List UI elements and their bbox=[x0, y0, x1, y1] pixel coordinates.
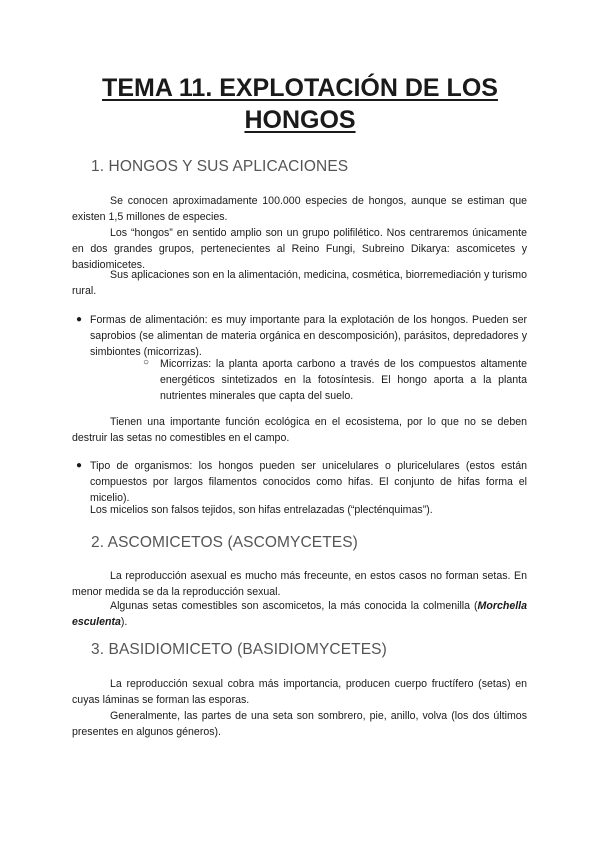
section-1-paragraph-1: Se conocen aproximadamente 100.000 especies de hongos, aunque se estiman que existen 1,5 millones de especies. bbox=[72, 195, 527, 223]
bullet-marker: ● bbox=[76, 314, 83, 325]
species-name: Morchella esculenta bbox=[72, 600, 527, 628]
section-2-paragraph-1: La reproducción asexual es mucho más freceunte, en estos casos no forman setas. En menor medida se da la reproducción sexual. bbox=[72, 570, 527, 598]
page-title: TEMA 11. EXPLOTACIÓN DE LOS HONGOS bbox=[102, 74, 498, 134]
sub-bullet-marker: ○ bbox=[143, 357, 150, 368]
list-item-text: Tipo de organismos: los hongos pueden ser unicelulares o pluricelulares (estos están compuestos por largos filamentos conocidos como hifas. El conjunto de hifas forma el micelio). bbox=[90, 460, 527, 504]
section-2-heading: 2. ASCOMICETOS (ASCOMYCETES) bbox=[91, 534, 358, 551]
list-item-continuation: Los micelios son falsos tejidos, son hifas entrelazadas (“plecténquimas”). bbox=[90, 504, 433, 516]
bullet-marker: ● bbox=[76, 460, 83, 471]
section-3-paragraph-2: Generalmente, las partes de una seta son sombrero, pie, anillo, volva (los dos últimos presentes en algunos géneros). bbox=[72, 710, 527, 738]
section-1-paragraph-3: Sus aplicaciones son en la alimentación, medicina, cosmética, biorremediación y turismo rural. bbox=[72, 269, 527, 297]
paragraph-text-end: ). bbox=[120, 616, 128, 628]
list-item-text: Formas de alimentación: es muy importante para la explotación de los hongos. Pueden ser saprobios (se alimentan de materia orgánica en descomposición), parásitos, depredadores y simbiontes (micorrizas). bbox=[90, 314, 527, 358]
list-item-organism-types bbox=[76, 458, 527, 506]
sub-list-item-mycorrhizae bbox=[143, 356, 527, 404]
list-item-feeding-forms bbox=[76, 312, 527, 360]
paragraph-text: Algunas setas comestibles son ascomicetos, la más conocida la colmenilla ( bbox=[110, 600, 478, 612]
section-3-paragraph-1: La reproducción sexual cobra más importancia, producen cuerpo fructífero (setas) en cuyas láminas se forman las esporas. bbox=[72, 678, 527, 706]
section-1-paragraph-4: Tienen una importante función ecológica en el ecosistema, por lo que no se deben destruir las setas no comestibles en el campo. bbox=[72, 416, 527, 444]
section-2-paragraph-2 bbox=[72, 598, 527, 630]
section-1-paragraph-2: Los “hongos” en sentido amplio son un grupo polifilético. Nos centraremos únicamente en dos grandes grupos, pertenecientes al Reino Fungi, Subreino Dikarya: ascomicetes y basidiomicetes. bbox=[72, 227, 527, 271]
sub-list-item-text: Micorrizas: la planta aporta carbono a través de los compuestos altamente energéticos sintetizados en la fotosíntesis. El hongo aporta a la planta nutrientes minerales que capta del suelo. bbox=[160, 358, 527, 402]
section-1-heading: 1. HONGOS Y SUS APLICACIONES bbox=[91, 158, 349, 175]
section-3-heading: 3. BASIDIOMICETO (BASIDIOMYCETES) bbox=[91, 641, 387, 658]
